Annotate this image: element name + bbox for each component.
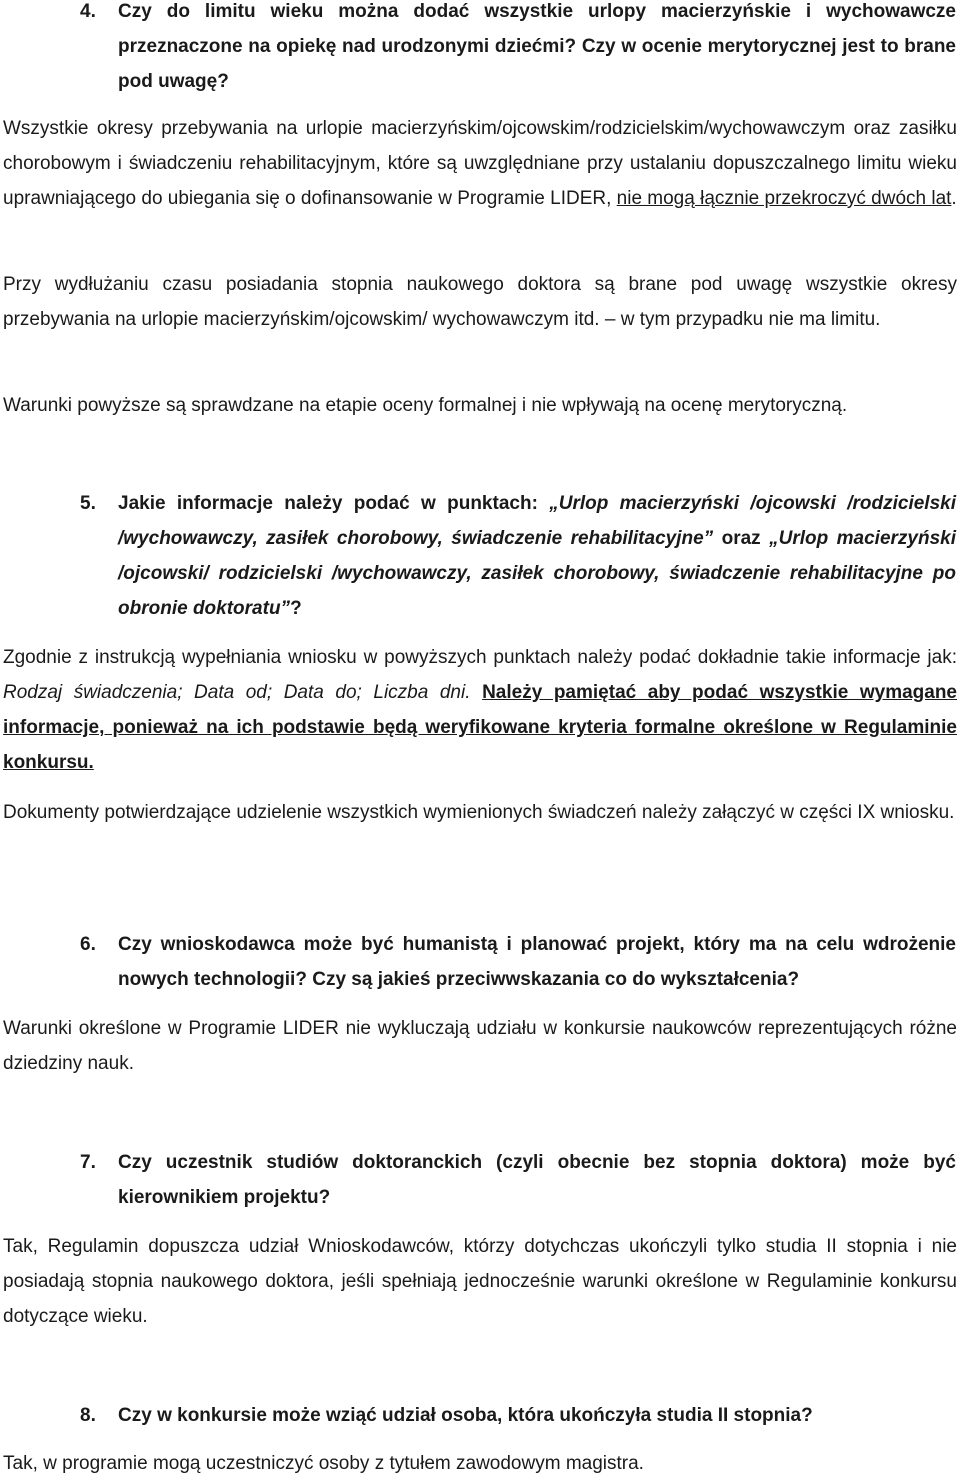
paragraph-text: Zgodnie z instrukcją wypełniania wniosku w powyższych punktach należy podać dokładnie takie informacje jak: xyxy=(3,647,957,668)
answer-5-paragraph-1 xyxy=(3,640,957,780)
bold-underlined-text: Należy pamiętać aby podać wszystkie wymagane informacje, ponieważ na ich podstawie będą weryfikowane kryteria formalne określone w Regulaminie konkursu. xyxy=(3,682,957,773)
question-number: 6. xyxy=(80,934,96,955)
question-text-end: ? xyxy=(290,598,302,619)
question-text: Czy wnioskodawca może być humanistą i planować projekt, który ma na celu wdrożenie nowych technologii? Czy są jakieś przeciwwskazania co do wykształcenia? xyxy=(118,934,956,990)
question-number: 8. xyxy=(80,1405,96,1426)
question-8 xyxy=(80,1398,956,1433)
paragraph-text: Warunki powyższe są sprawdzane na etapie oceny formalnej i nie wpływają na ocenę merytoryczną. xyxy=(3,395,848,416)
question-text-part: Jakie informacje należy podać w punktach: xyxy=(118,493,550,514)
question-5 xyxy=(80,486,956,626)
paragraph-end: . xyxy=(951,188,957,209)
answer-4-paragraph-2 xyxy=(3,267,957,337)
question-text: Czy w konkursie może wziąć udział osoba, która ukończyła studia II stopnia? xyxy=(118,1405,813,1426)
question-6 xyxy=(80,927,956,997)
answer-8-paragraph-1 xyxy=(3,1446,957,1481)
question-4 xyxy=(80,0,956,99)
answer-4-paragraph-1 xyxy=(3,111,957,216)
paragraph-text: Dokumenty potwierdzające udzielenie wszystkich wymienionych świadczeń należy załączyć w części IX wniosku. xyxy=(3,802,955,823)
question-number: 7. xyxy=(80,1152,96,1173)
question-number: 4. xyxy=(80,1,96,22)
question-quoted-italic: „Urlop macierzyński /ojcowski/ rodzicielski /wychowawczy, zasiłek chorobowy, świadczenie rehabilitacyjne po obronie doktoratu” xyxy=(118,528,956,619)
question-7 xyxy=(80,1145,956,1215)
paragraph-text: Wszystkie okresy przebywania na urlopie macierzyńskim/ojcowskim/rodzicielskim/wychowawczym oraz zasiłku chorobowym i świadczeniu rehabilitacyjnym, które są uwzględniane przy ustalaniu dopuszczalnego limitu wieku uprawniającego do ubiegania się o dofinansowanie w Programie LIDER, xyxy=(3,118,957,209)
answer-7-paragraph-1 xyxy=(3,1229,957,1334)
question-text xyxy=(118,486,956,626)
question-number: 5. xyxy=(80,493,96,514)
italic-text: Rodzaj świadczenia; Data od; Data do; Liczba dni. xyxy=(3,682,471,703)
underlined-text: nie mogą łącznie przekroczyć dwóch lat xyxy=(616,188,952,209)
answer-4-paragraph-3 xyxy=(3,388,957,423)
question-quoted-italic: „Urlop macierzyński /ojcowski /rodzicielski /wychowawczy, zasiłek chorobowy, świadczenie rehabilitacyjne” xyxy=(118,493,956,549)
question-text: Czy do limitu wieku można dodać wszystkie urlopy macierzyńskie i wychowawcze przeznaczone na opiekę nad urodzonymi dziećmi? Czy w ocenie merytorycznej jest to brane pod uwagę? xyxy=(118,1,956,92)
spacer-text xyxy=(471,682,483,703)
paragraph-text: Przy wydłużaniu czasu posiadania stopnia naukowego doktora są brane pod uwagę wszystkie okresy przebywania na urlopie macierzyńskim/ojcowskim/ wychowawczym itd. – w tym przypadku nie ma limitu. xyxy=(3,274,957,330)
question-text-part: oraz xyxy=(713,528,770,549)
paragraph-text: Warunki określone w Programie LIDER nie wykluczają udziału w konkursie naukowców reprezentujących różne dziedziny nauk. xyxy=(3,1018,957,1074)
question-text: Czy uczestnik studiów doktoranckich (czyli obecnie bez stopnia doktora) może być kierownikiem projektu? xyxy=(118,1152,956,1208)
paragraph-text: Tak, Regulamin dopuszcza udział Wnioskodawców, którzy dotychczas ukończyli tylko studia II stopnia i nie posiadają stopnia naukowego doktora, jeśli spełniają jednocześnie warunki określone w Regulaminie konkursu dotyczące wieku. xyxy=(3,1236,957,1327)
paragraph-text: Tak, w programie mogą uczestniczyć osoby z tytułem zawodowym magistra. xyxy=(3,1453,644,1474)
answer-5-paragraph-2 xyxy=(3,795,957,830)
answer-6-paragraph-1 xyxy=(3,1011,957,1081)
